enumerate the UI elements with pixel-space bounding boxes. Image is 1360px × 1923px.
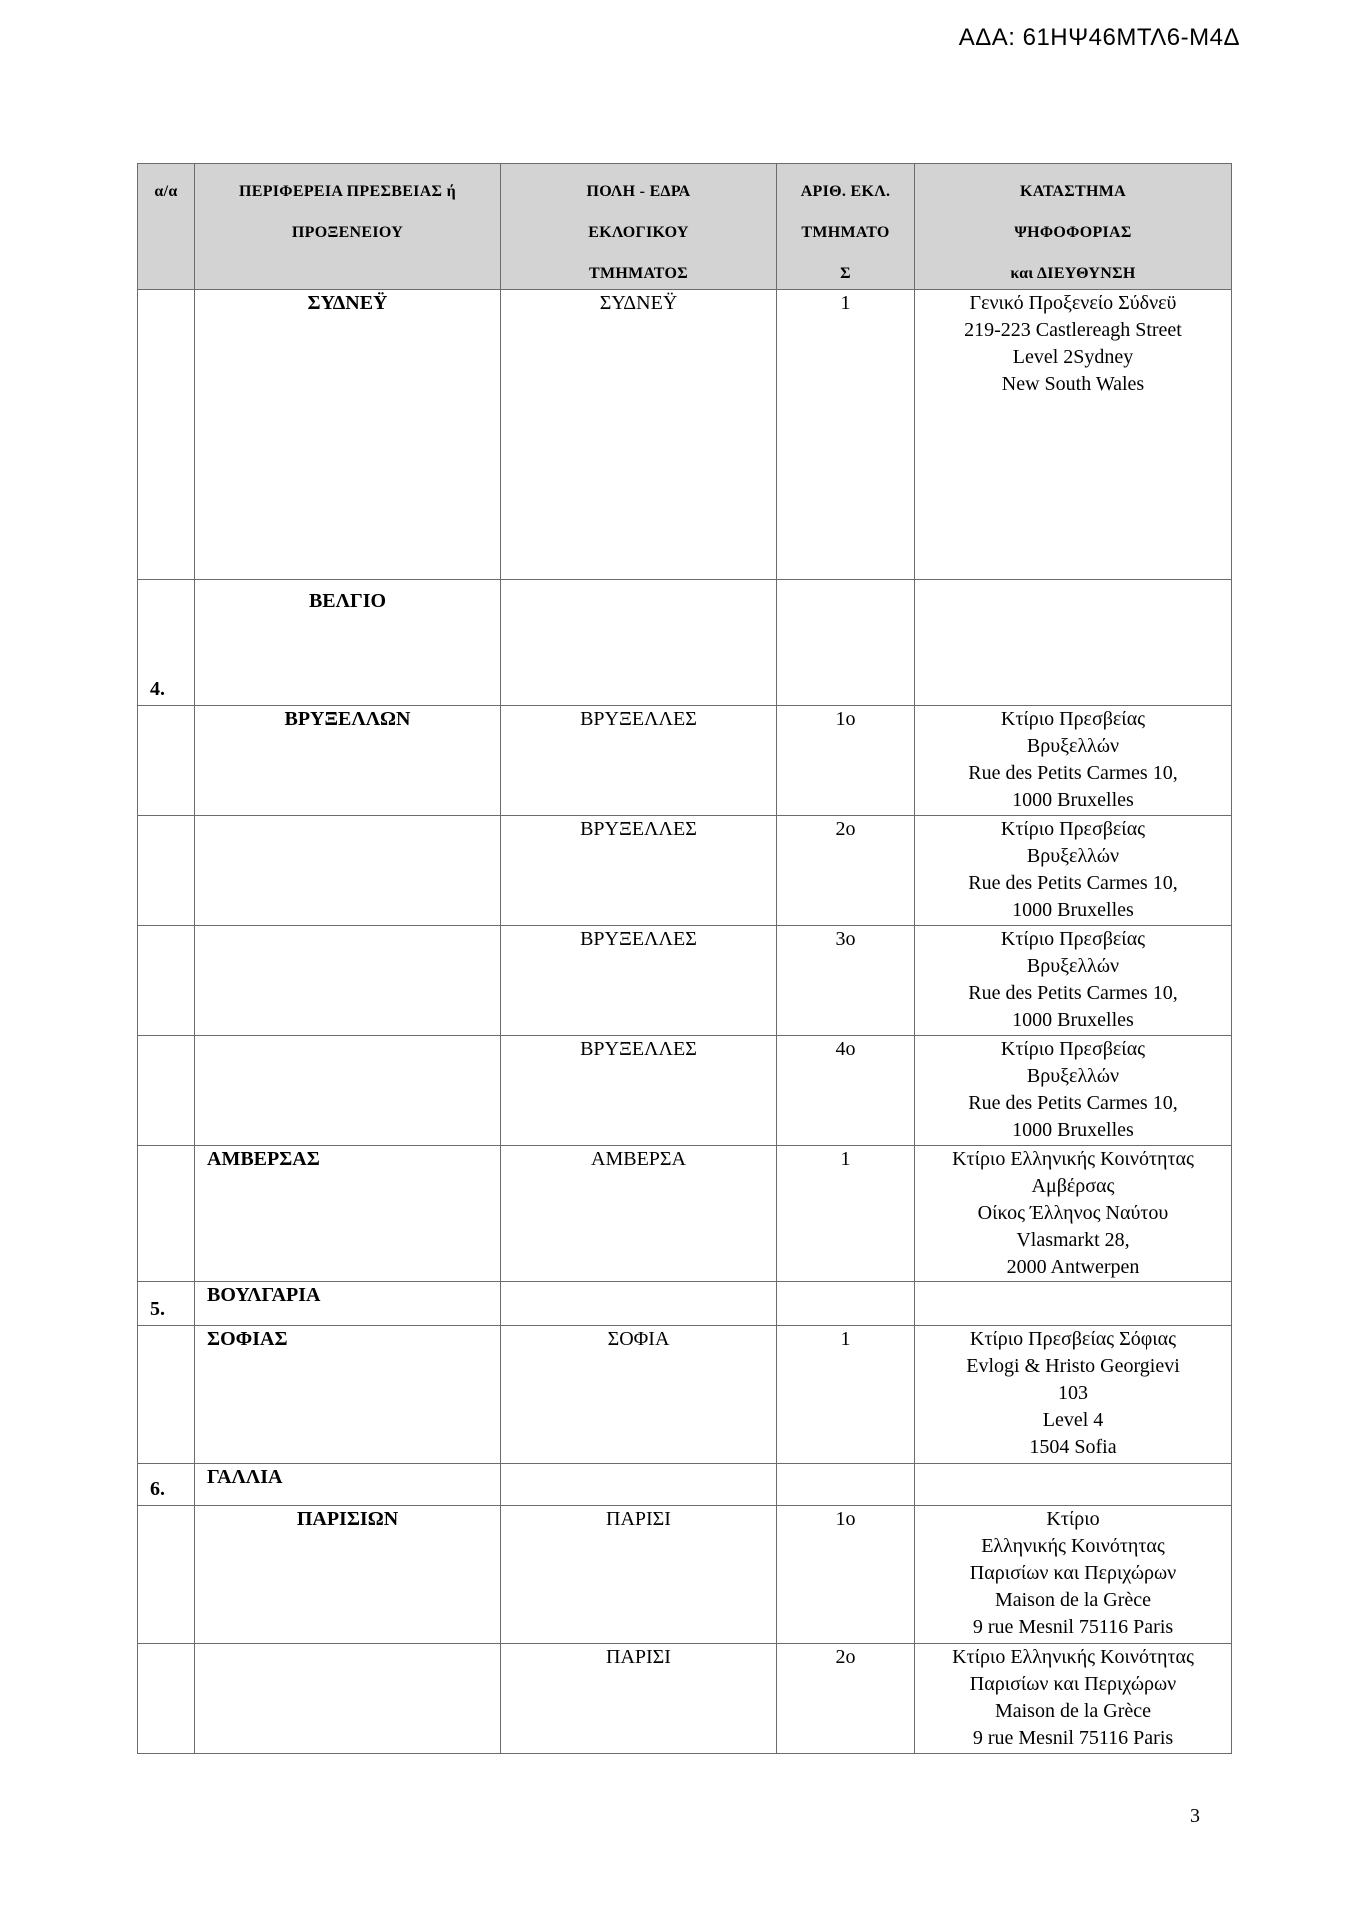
header-address: ΚΑΤΑΣΤΗΜΑ ΨΗΦΟΦΟΡΙΑΣ και ΔΙΕΥΘΥΝΣΗ — [915, 164, 1232, 290]
table-row — [138, 580, 1232, 706]
table-row — [138, 1326, 1232, 1464]
serial-number-cell — [138, 1326, 195, 1464]
table-row — [138, 290, 1232, 580]
address-cell — [915, 1146, 1232, 1282]
region-cell — [195, 1036, 501, 1146]
region-cell: ΠΑΡΙΣΙΩΝ — [195, 1506, 501, 1644]
header-serial: α/α — [138, 164, 195, 290]
table-row — [138, 1644, 1232, 1754]
city-cell: ΑΜΒΕΡΣΑ — [501, 1146, 777, 1282]
section-number-cell: 3ο — [777, 926, 915, 1036]
region-cell — [195, 816, 501, 926]
address-line: Rue des Petits Carmes 10, — [968, 1092, 1178, 1114]
address-line: Αμβέρσας — [1031, 1175, 1115, 1197]
address-line: Κτίριο Πρεσβείας — [1000, 708, 1146, 730]
section-number-cell: 1 — [777, 1146, 915, 1282]
city-cell — [501, 1282, 777, 1326]
address-line: Level 2Sydney — [1012, 346, 1134, 368]
region-cell — [195, 926, 501, 1036]
section-number-cell — [777, 1464, 915, 1506]
address-line: Κτίριο Πρεσβείας Σόφιας — [969, 1328, 1177, 1350]
region-cell: ΣΟΦΙΑΣ — [195, 1326, 501, 1464]
address-line: 1000 Bruxelles — [1012, 899, 1134, 921]
section-number-cell: 1ο — [777, 1506, 915, 1644]
section-number-cell — [777, 1282, 915, 1326]
serial-number-cell — [138, 1036, 195, 1146]
address-line: 1000 Bruxelles — [1012, 1119, 1134, 1141]
address-line: Κτίριο Πρεσβείας — [1000, 928, 1146, 950]
ada-code: ΑΔΑ: 61ΗΨ46ΜΤΛ6-Μ4Δ — [958, 24, 1240, 51]
city-cell: ΠΑΡΙΣΙ — [501, 1644, 777, 1754]
address-line: 219-223 Castlereagh Street — [964, 319, 1182, 341]
city-cell: ΒΡΥΞΕΛΛΕΣ — [501, 816, 777, 926]
serial-number-cell — [138, 1146, 195, 1282]
table-header-row — [138, 164, 1232, 290]
address-line: 1000 Bruxelles — [1012, 789, 1134, 811]
city-cell: ΣΟΦΙΑ — [501, 1326, 777, 1464]
address-line: 2000 Antwerpen — [1006, 1256, 1140, 1278]
address-line: Παρισίων και Περιχώρων — [969, 1673, 1177, 1695]
section-number-cell — [777, 580, 915, 706]
header-region: ΠΕΡΙΦΕΡΕΙΑ ΠΡΕΣΒΕΙΑΣ ή ΠΡΟΞΕΝΕΙΟΥ — [195, 164, 501, 290]
address-line: Rue des Petits Carmes 10, — [968, 762, 1178, 784]
address-line: 9 rue Mesnil 75116 Paris — [972, 1727, 1174, 1749]
address-line: 9 rue Mesnil 75116 Paris — [972, 1616, 1174, 1638]
address-line: Κτίριο Ελληνικής Κοινότητας — [952, 1148, 1194, 1170]
address-cell — [915, 1506, 1232, 1644]
address-cell — [915, 1644, 1232, 1754]
address-line: Vlasmarkt 28, — [1016, 1229, 1130, 1251]
address-line: Γενικό Προξενείο Σύδνεϋ — [969, 292, 1177, 314]
page-number: 3 — [1190, 1805, 1200, 1827]
serial-number-cell — [138, 1506, 195, 1644]
city-cell: ΒΡΥΞΕΛΛΕΣ — [501, 926, 777, 1036]
address-cell — [915, 1464, 1232, 1506]
table-row — [138, 1282, 1232, 1326]
serial-number-cell — [138, 290, 195, 580]
serial-number-cell: 6. — [138, 1464, 195, 1506]
region-cell: ΣΥΔΝΕΫ — [195, 290, 501, 580]
address-line: Κτίριο Πρεσβείας — [1000, 1038, 1146, 1060]
section-number-cell: 4ο — [777, 1036, 915, 1146]
section-number-cell: 1 — [777, 1326, 915, 1464]
region-cell: ΑΜΒΕΡΣΑΣ — [195, 1146, 501, 1282]
address-cell — [915, 1282, 1232, 1326]
address-line: New South Wales — [1001, 373, 1145, 395]
city-cell: ΒΡΥΞΕΛΛΕΣ — [501, 706, 777, 816]
address-cell — [915, 1036, 1232, 1146]
address-line: Κτίριο Πρεσβείας — [1000, 818, 1146, 840]
address-line: Κτίριο Ελληνικής Κοινότητας — [952, 1646, 1194, 1668]
address-line: Level 4 — [1042, 1409, 1104, 1431]
address-line: Maison de la Grèce — [994, 1589, 1152, 1611]
city-cell: ΒΡΥΞΕΛΛΕΣ — [501, 1036, 777, 1146]
address-cell — [915, 1326, 1232, 1464]
address-line: Οίκος Έλληνος Ναύτου — [977, 1202, 1169, 1224]
region-cell: ΒΡΥΞΕΛΛΩΝ — [195, 706, 501, 816]
serial-number-cell — [138, 816, 195, 926]
address-cell — [915, 816, 1232, 926]
address-cell — [915, 706, 1232, 816]
region-cell: ΓΑΛΛΙΑ — [195, 1464, 501, 1506]
city-cell: ΠΑΡΙΣΙ — [501, 1506, 777, 1644]
section-number-cell: 1ο — [777, 706, 915, 816]
header-city: ΠΟΛΗ - ΕΔΡΑ ΕΚΛΟΓΙΚΟΥ ΤΜΗΜΑΤΟΣ — [501, 164, 777, 290]
city-cell — [501, 1464, 777, 1506]
table-row — [138, 816, 1232, 926]
section-number-cell: 2ο — [777, 816, 915, 926]
serial-number-cell: 5. — [138, 1282, 195, 1326]
serial-number-cell — [138, 706, 195, 816]
polling-stations-table — [137, 163, 1232, 1754]
region-cell: ΒΕΛΓΙΟ — [195, 580, 501, 706]
table-row — [138, 1146, 1232, 1282]
table-row — [138, 926, 1232, 1036]
address-line: Βρυξελλών — [1026, 955, 1120, 977]
address-cell — [915, 290, 1232, 580]
address-line: Maison de la Grèce — [994, 1700, 1152, 1722]
address-line: Rue des Petits Carmes 10, — [968, 982, 1178, 1004]
address-line: 1000 Bruxelles — [1012, 1009, 1134, 1031]
section-number-cell: 2ο — [777, 1644, 915, 1754]
address-line: Ελληνικής Κοινότητας — [981, 1535, 1165, 1557]
address-line: 1504 Sofia — [1029, 1436, 1117, 1458]
address-line: Βρυξελλών — [1026, 845, 1120, 867]
address-line: Βρυξελλών — [1026, 735, 1120, 757]
table-row — [138, 1464, 1232, 1506]
table-row — [138, 706, 1232, 816]
region-cell — [195, 1644, 501, 1754]
address-line: Rue des Petits Carmes 10, — [968, 872, 1178, 894]
address-line: Βρυξελλών — [1026, 1065, 1120, 1087]
serial-number-cell — [138, 926, 195, 1036]
address-cell — [915, 926, 1232, 1036]
region-cell: ΒΟΥΛΓΑΡΙΑ — [195, 1282, 501, 1326]
address-line: Evlogi & Hristo Georgievi — [966, 1355, 1180, 1377]
address-line: 103 — [1058, 1382, 1088, 1404]
address-line: Παρισίων και Περιχώρων — [969, 1562, 1177, 1584]
city-cell: ΣΥΔΝΕΫ — [501, 290, 777, 580]
table-row — [138, 1036, 1232, 1146]
header-section: ΑΡΙΘ. ΕΚΛ. ΤΜΗΜΑΤΟ Σ — [777, 164, 915, 290]
section-number-cell: 1 — [777, 290, 915, 580]
table-row — [138, 1506, 1232, 1644]
city-cell — [501, 580, 777, 706]
serial-number-cell: 4. — [138, 580, 195, 706]
address-cell — [915, 580, 1232, 706]
address-line: Κτίριο — [1046, 1508, 1100, 1530]
serial-number-cell — [138, 1644, 195, 1754]
